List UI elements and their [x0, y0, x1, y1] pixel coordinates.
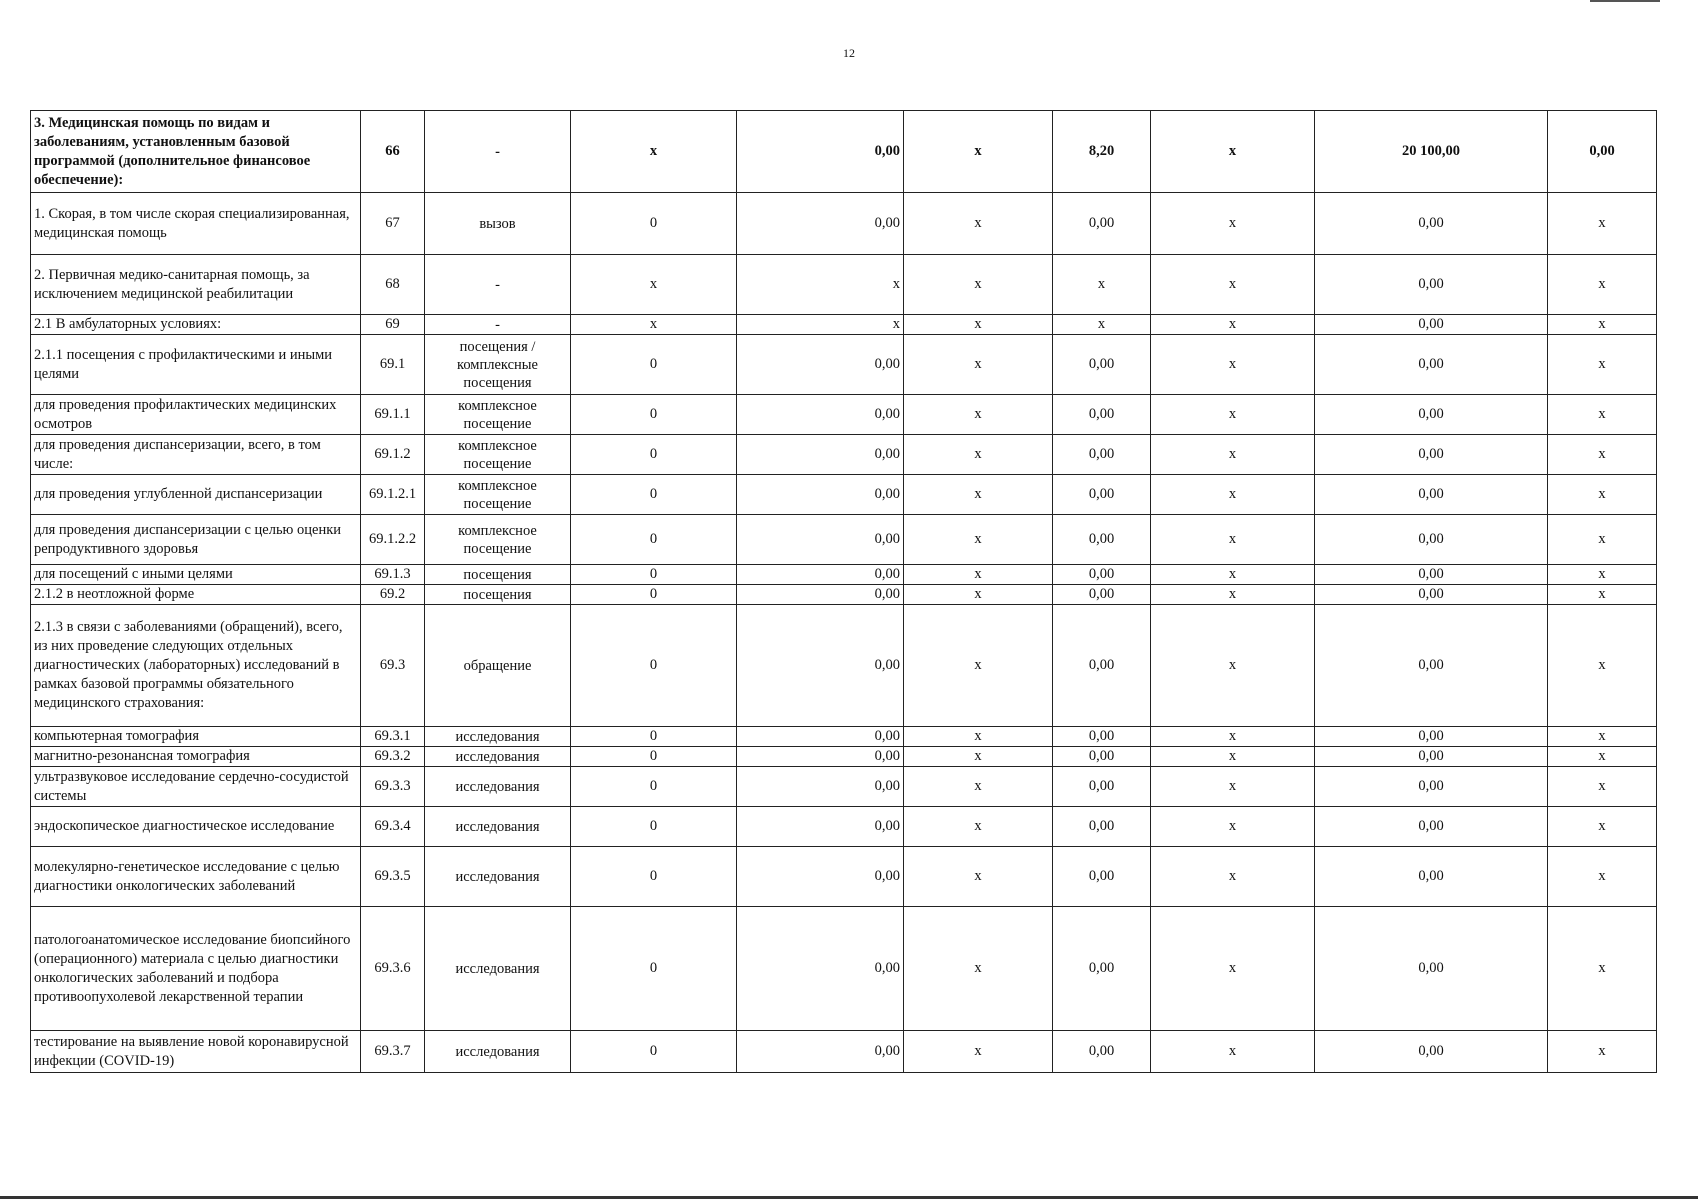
- cell-c7: x: [1548, 565, 1657, 585]
- table-row: [31, 515, 1657, 565]
- table-row: [31, 475, 1657, 515]
- cell-c3: x: [904, 747, 1053, 767]
- cell-code: 69.1.1: [361, 395, 425, 435]
- cell-c7: x: [1548, 315, 1657, 335]
- cell-c3: x: [904, 111, 1053, 193]
- table-row: [31, 847, 1657, 907]
- bottom-edge-line: [0, 1196, 1698, 1199]
- cell-c2: 0,00: [737, 475, 904, 515]
- cell-c3: x: [904, 395, 1053, 435]
- cell-c6: 0,00: [1315, 585, 1548, 605]
- cell-unit: комплексное посещение: [425, 395, 571, 435]
- cell-unit: посещения: [425, 565, 571, 585]
- cell-c4: 0,00: [1053, 1031, 1151, 1073]
- cell-c4: x: [1053, 315, 1151, 335]
- cell-c3: x: [904, 585, 1053, 605]
- cell-c1: 0: [571, 847, 737, 907]
- cell-name: 2.1 В амбулаторных условиях:: [31, 315, 361, 335]
- cell-unit: исследования: [425, 727, 571, 747]
- cell-c3: x: [904, 565, 1053, 585]
- cell-c4: 0,00: [1053, 747, 1151, 767]
- cell-c1: 0: [571, 767, 737, 807]
- cell-name: для посещений с иными целями: [31, 565, 361, 585]
- table-body: [31, 111, 1657, 1073]
- cell-code: 69.3.7: [361, 1031, 425, 1073]
- cell-code: 69.1.2.1: [361, 475, 425, 515]
- cell-code: 69.3: [361, 605, 425, 727]
- table-row: [31, 111, 1657, 193]
- cell-unit: исследования: [425, 807, 571, 847]
- cell-c2: 0,00: [737, 727, 904, 747]
- cell-c2: 0,00: [737, 515, 904, 565]
- cell-c3: x: [904, 767, 1053, 807]
- cell-c5: x: [1151, 335, 1315, 395]
- cell-c4: 0,00: [1053, 475, 1151, 515]
- cell-code: 69.3.2: [361, 747, 425, 767]
- cell-c2: 0,00: [737, 1031, 904, 1073]
- cell-c5: x: [1151, 847, 1315, 907]
- cell-c4: 0,00: [1053, 807, 1151, 847]
- cell-c2: 0,00: [737, 335, 904, 395]
- cell-c6: 0,00: [1315, 907, 1548, 1031]
- cell-unit: исследования: [425, 1031, 571, 1073]
- cell-c3: x: [904, 807, 1053, 847]
- cell-c3: x: [904, 255, 1053, 315]
- cell-c7: x: [1548, 475, 1657, 515]
- cell-c3: x: [904, 727, 1053, 747]
- cell-c3: x: [904, 907, 1053, 1031]
- cell-c7: x: [1548, 335, 1657, 395]
- cell-name: 3. Медицинская помощь по видам и заболеваниям, установленным базовой программой (дополнительное финансовое обеспечение):: [31, 111, 361, 193]
- cell-c7: x: [1548, 747, 1657, 767]
- cell-c7: x: [1548, 193, 1657, 255]
- cell-c7: x: [1548, 907, 1657, 1031]
- cell-c7: x: [1548, 515, 1657, 565]
- page-number: 12: [843, 46, 855, 60]
- cell-c4: 0,00: [1053, 585, 1151, 605]
- cell-code: 69.1.2.2: [361, 515, 425, 565]
- cell-code: 69.1.3: [361, 565, 425, 585]
- cell-c6: 0,00: [1315, 1031, 1548, 1073]
- cell-code: 69.3.1: [361, 727, 425, 747]
- cell-c5: x: [1151, 435, 1315, 475]
- cell-c6: 0,00: [1315, 515, 1548, 565]
- table-row: [31, 605, 1657, 727]
- cell-c2: 0,00: [737, 747, 904, 767]
- cell-c2: 0,00: [737, 395, 904, 435]
- cell-c7: x: [1548, 847, 1657, 907]
- cell-name: для проведения углубленной диспансеризации: [31, 475, 361, 515]
- cell-name: эндоскопическое диагностическое исследование: [31, 807, 361, 847]
- cell-c5: x: [1151, 193, 1315, 255]
- cell-unit: -: [425, 255, 571, 315]
- cell-name: 2.1.3 в связи с заболеваниями (обращений), всего, из них проведение следующих отдельных диагностических (лабораторных) исследований в рамках базовой программы обязательного медицинского страхования:: [31, 605, 361, 727]
- cell-c1: 0: [571, 193, 737, 255]
- cell-name: ультразвуковое исследование сердечно-сосудистой системы: [31, 767, 361, 807]
- cell-c1: x: [571, 255, 737, 315]
- table-row: [31, 1031, 1657, 1073]
- cell-unit: комплексное посещение: [425, 475, 571, 515]
- table-row: [31, 255, 1657, 315]
- cell-c5: x: [1151, 605, 1315, 727]
- cell-c2: 0,00: [737, 111, 904, 193]
- cell-code: 69.3.5: [361, 847, 425, 907]
- cell-c6: 0,00: [1315, 847, 1548, 907]
- table-row: [31, 435, 1657, 475]
- cell-c1: 0: [571, 747, 737, 767]
- cell-name: тестирование на выявление новой коронавирусной инфекции (COVID-19): [31, 1031, 361, 1073]
- cell-c5: x: [1151, 395, 1315, 435]
- cell-c6: 0,00: [1315, 727, 1548, 747]
- cell-code: 69: [361, 315, 425, 335]
- cell-unit: посещения / комплексные посещения: [425, 335, 571, 395]
- table-row: [31, 585, 1657, 605]
- cell-c4: 0,00: [1053, 335, 1151, 395]
- cell-c2: 0,00: [737, 767, 904, 807]
- cell-c2: 0,00: [737, 807, 904, 847]
- cell-name: патологоанатомическое исследование биопсийного (операционного) материала с целью диагностики онкологических заболеваний и подбора противоопухолевой лекарственной терапии: [31, 907, 361, 1031]
- cell-c5: x: [1151, 585, 1315, 605]
- cell-c1: 0: [571, 585, 737, 605]
- cell-c4: 0,00: [1053, 395, 1151, 435]
- cell-c1: 0: [571, 807, 737, 847]
- cell-c6: 0,00: [1315, 767, 1548, 807]
- cell-c6: 0,00: [1315, 605, 1548, 727]
- cell-code: 67: [361, 193, 425, 255]
- cell-unit: обращение: [425, 605, 571, 727]
- cell-c2: 0,00: [737, 565, 904, 585]
- cell-c1: 0: [571, 395, 737, 435]
- cell-unit: исследования: [425, 907, 571, 1031]
- table-row: [31, 767, 1657, 807]
- cell-c7: x: [1548, 727, 1657, 747]
- cell-c6: 0,00: [1315, 435, 1548, 475]
- cell-c5: x: [1151, 767, 1315, 807]
- cell-c2: 0,00: [737, 435, 904, 475]
- cell-c4: 0,00: [1053, 515, 1151, 565]
- cell-c1: 0: [571, 907, 737, 1031]
- cell-c5: x: [1151, 565, 1315, 585]
- cell-c6: 0,00: [1315, 747, 1548, 767]
- cell-name: 2. Первичная медико-санитарная помощь, за исключением медицинской реабилитации: [31, 255, 361, 315]
- cell-c3: x: [904, 475, 1053, 515]
- cell-c5: x: [1151, 515, 1315, 565]
- cell-c1: 0: [571, 515, 737, 565]
- cell-name: 1. Скорая, в том числе скорая специализированная, медицинская помощь: [31, 193, 361, 255]
- cell-c1: 0: [571, 727, 737, 747]
- cell-code: 69.3.4: [361, 807, 425, 847]
- cell-c4: x: [1053, 255, 1151, 315]
- cell-c5: x: [1151, 111, 1315, 193]
- cell-unit: -: [425, 111, 571, 193]
- cell-c6: 0,00: [1315, 315, 1548, 335]
- cell-c1: 0: [571, 565, 737, 585]
- cell-name: для проведения профилактических медицинских осмотров: [31, 395, 361, 435]
- cell-c2: x: [737, 255, 904, 315]
- cell-c5: x: [1151, 1031, 1315, 1073]
- cell-unit: исследования: [425, 847, 571, 907]
- cell-name: для проведения диспансеризации с целью оценки репродуктивного здоровья: [31, 515, 361, 565]
- cell-c6: 0,00: [1315, 395, 1548, 435]
- cell-unit: исследования: [425, 747, 571, 767]
- cell-c4: 0,00: [1053, 767, 1151, 807]
- cell-c7: x: [1548, 585, 1657, 605]
- financing-table: [30, 110, 1657, 1073]
- cell-name: 2.1.1 посещения с профилактическими и иными целями: [31, 335, 361, 395]
- cell-c7: x: [1548, 255, 1657, 315]
- cell-name: компьютерная томография: [31, 727, 361, 747]
- cell-c6: 0,00: [1315, 193, 1548, 255]
- table-row: [31, 565, 1657, 585]
- cell-name: молекулярно-генетическое исследование с целью диагностики онкологических заболеваний: [31, 847, 361, 907]
- cell-code: 69.1.2: [361, 435, 425, 475]
- cell-c5: x: [1151, 807, 1315, 847]
- cell-c3: x: [904, 435, 1053, 475]
- cell-c4: 0,00: [1053, 727, 1151, 747]
- cell-c7: x: [1548, 605, 1657, 727]
- cell-c6: 0,00: [1315, 475, 1548, 515]
- table-row: [31, 395, 1657, 435]
- cell-c7: x: [1548, 1031, 1657, 1073]
- cell-code: 69.1: [361, 335, 425, 395]
- cell-c4: 0,00: [1053, 907, 1151, 1031]
- table-row: [31, 193, 1657, 255]
- cell-c6: 20 100,00: [1315, 111, 1548, 193]
- cell-c2: 0,00: [737, 585, 904, 605]
- cell-c2: 0,00: [737, 847, 904, 907]
- cell-c4: 0,00: [1053, 605, 1151, 727]
- cell-c1: 0: [571, 605, 737, 727]
- cell-c1: 0: [571, 1031, 737, 1073]
- cell-unit: комплексное посещение: [425, 435, 571, 475]
- cell-c3: x: [904, 315, 1053, 335]
- table-row: [31, 907, 1657, 1031]
- cell-c7: x: [1548, 767, 1657, 807]
- cell-c3: x: [904, 847, 1053, 907]
- cell-c2: 0,00: [737, 907, 904, 1031]
- cell-c3: x: [904, 335, 1053, 395]
- cell-c3: x: [904, 1031, 1053, 1073]
- cell-unit: исследования: [425, 767, 571, 807]
- cell-c1: 0: [571, 435, 737, 475]
- cell-name: для проведения диспансеризации, всего, в том числе:: [31, 435, 361, 475]
- cell-c1: x: [571, 111, 737, 193]
- cell-c2: 0,00: [737, 193, 904, 255]
- cell-c5: x: [1151, 747, 1315, 767]
- cell-unit: вызов: [425, 193, 571, 255]
- cell-name: магнитно-резонансная томография: [31, 747, 361, 767]
- cell-c3: x: [904, 193, 1053, 255]
- cell-c3: x: [904, 515, 1053, 565]
- table-row: [31, 807, 1657, 847]
- cell-c7: x: [1548, 395, 1657, 435]
- cell-c4: 0,00: [1053, 193, 1151, 255]
- cell-c4: 0,00: [1053, 435, 1151, 475]
- cell-code: 66: [361, 111, 425, 193]
- cell-code: 69.3.6: [361, 907, 425, 1031]
- cell-c4: 0,00: [1053, 847, 1151, 907]
- top-edge-line: [1590, 0, 1660, 2]
- cell-c6: 0,00: [1315, 807, 1548, 847]
- cell-c5: x: [1151, 315, 1315, 335]
- table-row: [31, 315, 1657, 335]
- cell-c7: x: [1548, 807, 1657, 847]
- cell-code: 68: [361, 255, 425, 315]
- cell-c5: x: [1151, 475, 1315, 515]
- cell-code: 69.3.3: [361, 767, 425, 807]
- cell-c7: x: [1548, 435, 1657, 475]
- cell-c2: x: [737, 315, 904, 335]
- cell-c3: x: [904, 605, 1053, 727]
- cell-c6: 0,00: [1315, 255, 1548, 315]
- cell-c6: 0,00: [1315, 565, 1548, 585]
- cell-c7: 0,00: [1548, 111, 1657, 193]
- table-row: [31, 335, 1657, 395]
- cell-c5: x: [1151, 255, 1315, 315]
- cell-code: 69.2: [361, 585, 425, 605]
- cell-unit: комплексное посещение: [425, 515, 571, 565]
- cell-c1: 0: [571, 335, 737, 395]
- cell-c2: 0,00: [737, 605, 904, 727]
- cell-c5: x: [1151, 727, 1315, 747]
- cell-c5: x: [1151, 907, 1315, 1031]
- cell-c6: 0,00: [1315, 335, 1548, 395]
- cell-name: 2.1.2 в неотложной форме: [31, 585, 361, 605]
- cell-c4: 0,00: [1053, 565, 1151, 585]
- cell-unit: -: [425, 315, 571, 335]
- cell-unit: посещения: [425, 585, 571, 605]
- cell-c1: x: [571, 315, 737, 335]
- table-row: [31, 727, 1657, 747]
- cell-c1: 0: [571, 475, 737, 515]
- cell-c4: 8,20: [1053, 111, 1151, 193]
- table-row: [31, 747, 1657, 767]
